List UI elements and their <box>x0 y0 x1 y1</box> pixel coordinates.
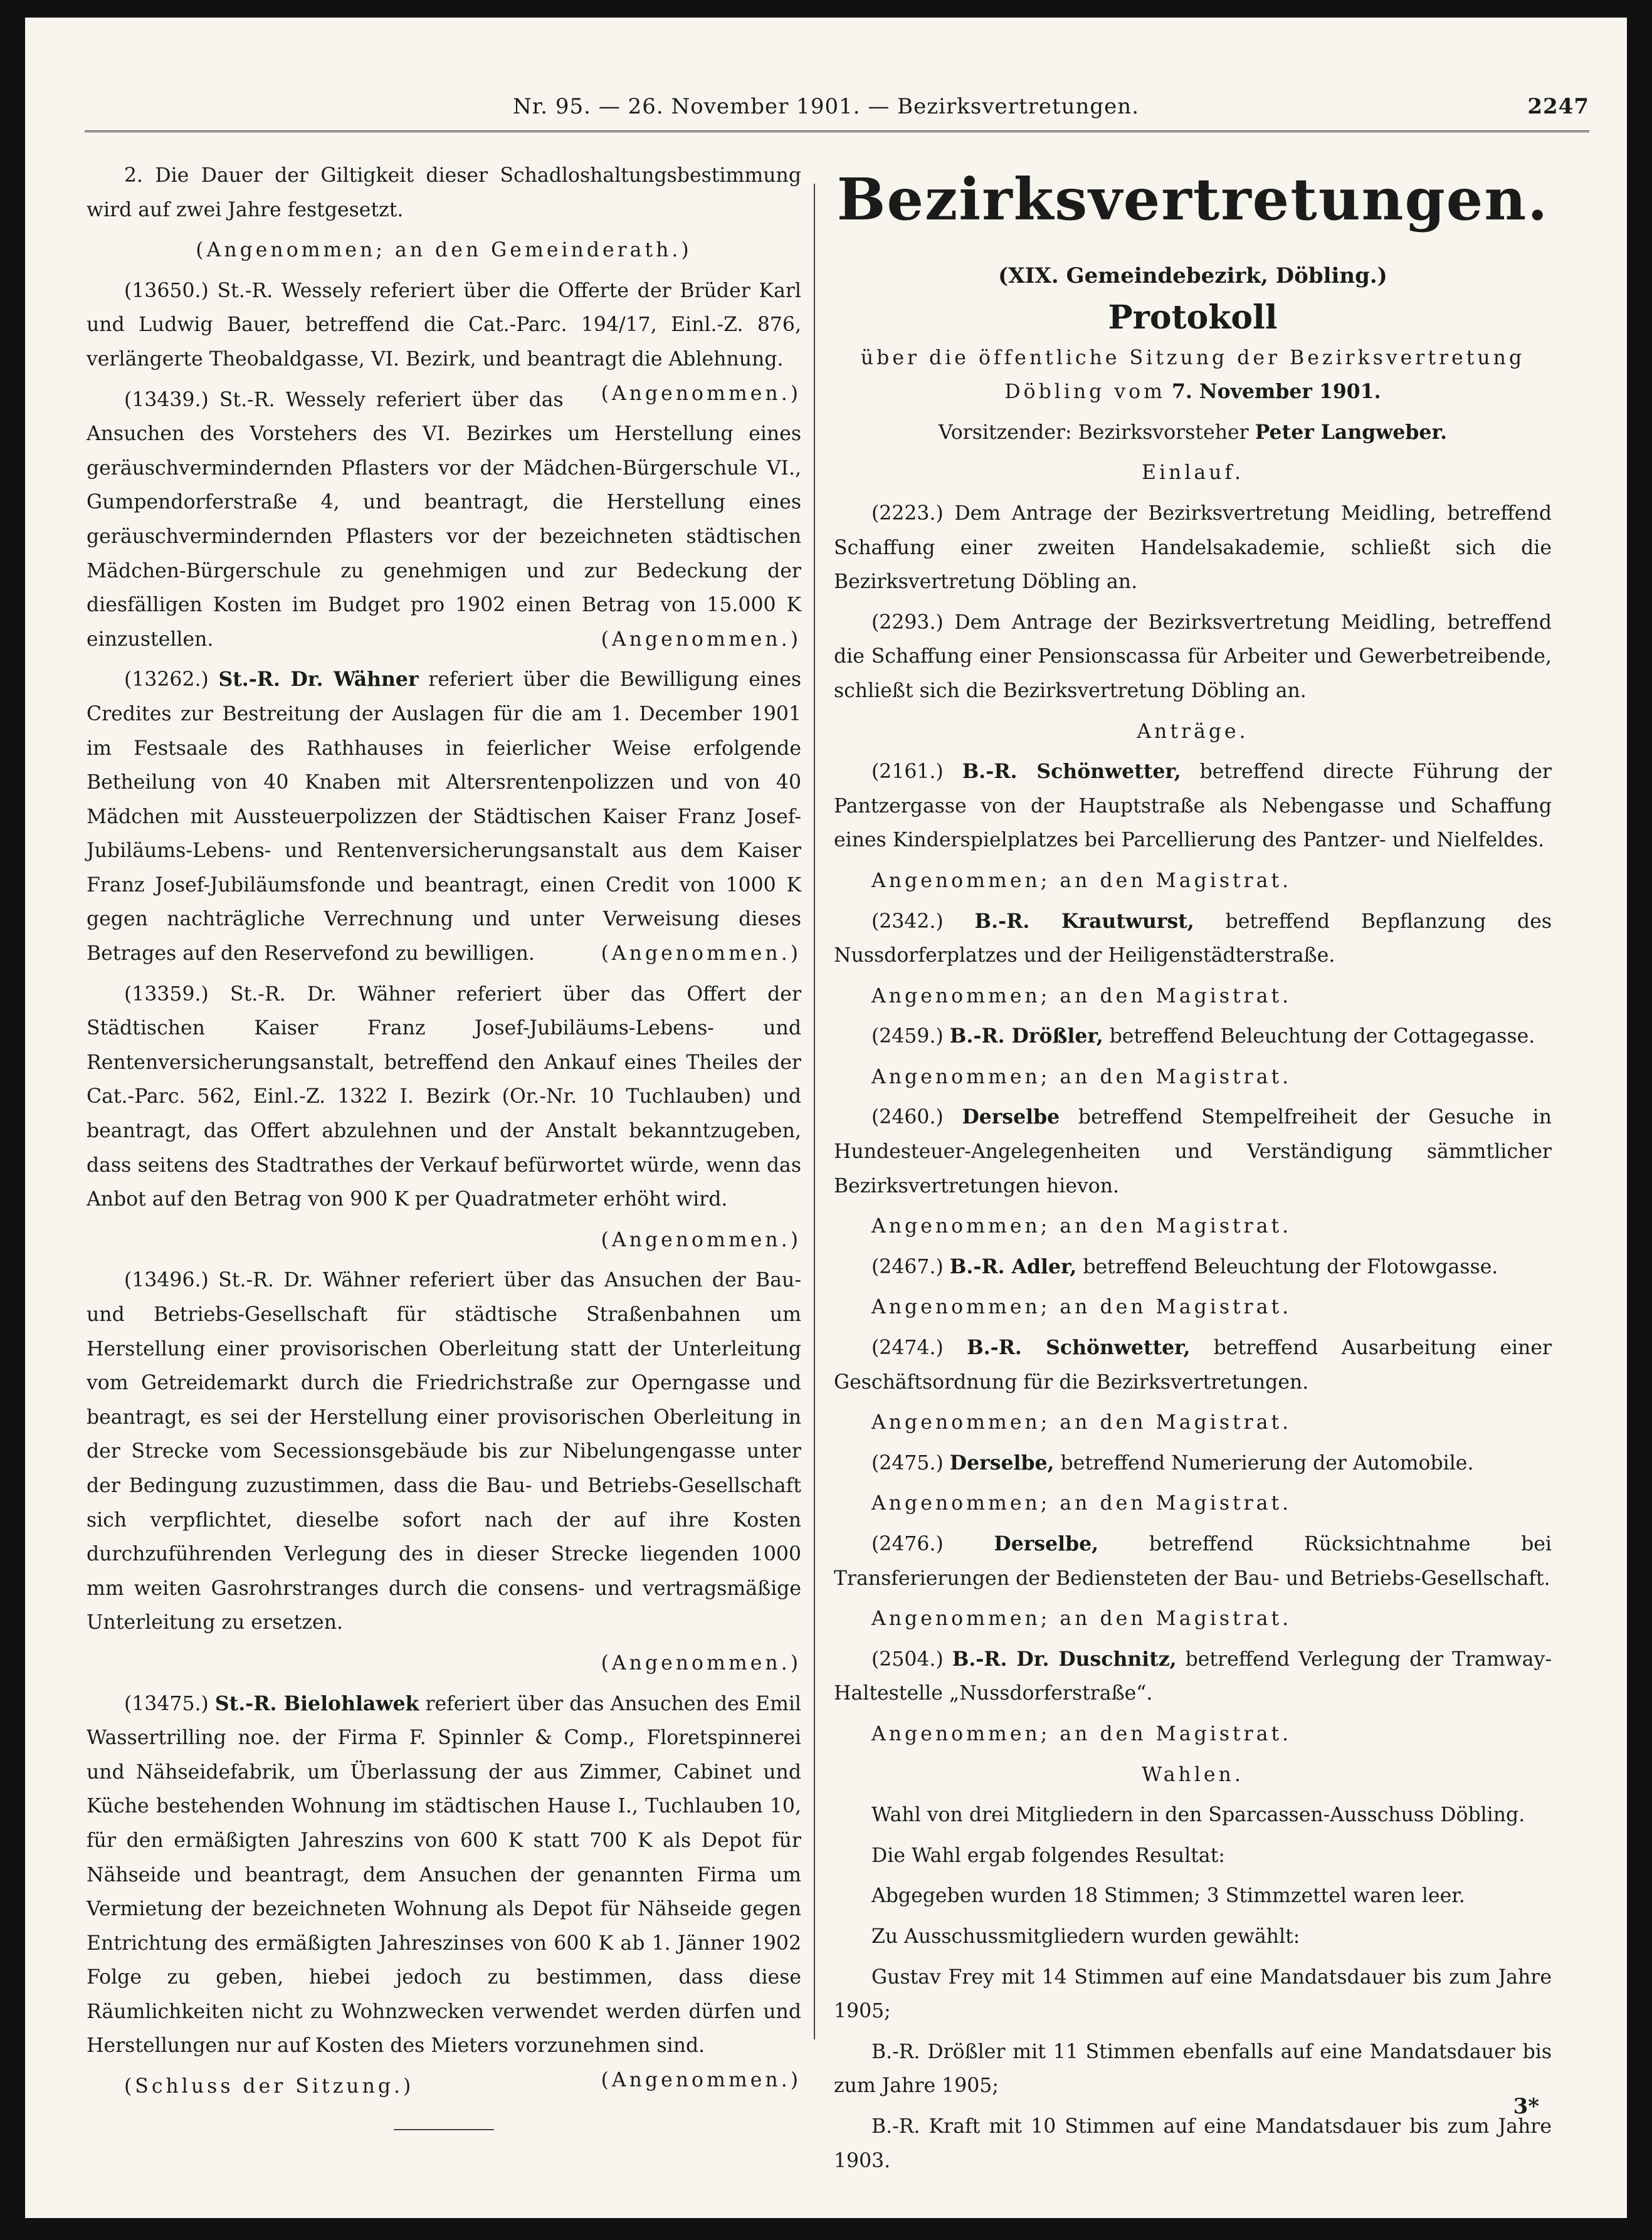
wahlen-heading: Wahlen. <box>1142 1763 1244 1786</box>
decision-note: (Angenommen.) <box>601 628 801 651</box>
paragraph: B.-R. Drößler mit 11 Stimmen ebenfalls auf eine Mandatsdauer bis zum Jahre 1905; <box>834 2040 1552 2098</box>
decision-note: (Angenommen.) <box>601 942 801 965</box>
speaker: St.-R. Wessely <box>217 279 362 302</box>
paragraph: (13359.) St.-R. Dr. Wähner referiert über das Offert der Städtischen Kaiser Franz Josef-Jubiläums-Lebens- und Rentenversicherungsanstalt, betreffend den Ankauf eines Theiles der Cat.-Parc. 562, Einl.-Z. 1322 I. Bezirk (Or.-Nr. 10 Tuchlauben) und beantragt, das Offert abzulehnen und der Anstalt bekanntzugeben, dass seitens des Stadtrathes der Verkauf befürwortet würde, wenn das Anbot auf den Betrag von 900 K per Quadratmeter erhöht wird. <box>87 982 802 1211</box>
motion: (2474.) B.-R. Schönwetter, betreffend Ausarbeitung einer Geschäftsordnung für die Bezirksvertretungen. <box>834 1336 1552 1394</box>
district-heading: (XIX. Gemeindebezirk, Döbling.) <box>998 263 1387 288</box>
paragraph: Wahl von drei Mitgliedern in den Sparcassen-Ausschuss Döbling. <box>871 1804 1525 1827</box>
decision-note: Angenommen; an den Magistrat. <box>871 869 1292 892</box>
decision-note: Angenommen; an den Magistrat. <box>871 1065 1292 1088</box>
decision-note: Angenommen; an den Magistrat. <box>871 1492 1292 1515</box>
decision-note: (Angenommen.) <box>601 2069 801 2092</box>
decision-note: Angenommen; an den Magistrat. <box>871 1607 1292 1631</box>
motion: (2475.) Derselbe, betreffend Numerierung der Automobile. <box>871 1451 1474 1475</box>
decision-note: Angenommen; an den Magistrat. <box>871 1296 1292 1319</box>
motion: (2161.) B.-R. Schönwetter, betreffend directe Führung der Pantzergasse von der Hauptstraße als Nebengasse und Schaffung eines Kinderspielplatzes bei Parcellierung des Pantzer- und Nielfeldes. <box>834 760 1552 852</box>
decision-note: (Angenommen; an den Gemeinderath.) <box>196 239 692 262</box>
einlauf-heading: Einlauf. <box>1141 461 1244 485</box>
speaker: St.-R. Wessely <box>219 388 366 411</box>
decision-note: (Angenommen.) <box>601 1228 801 1251</box>
paragraph: (13650.) St.-R. Wessely referiert über die Offerte der Brüder Karl und Ludwig Bauer, betreffend die Cat.-Parc. 194/17, Einl.-Z. 876, verlängerte Theobaldgasse, VI. Bezirk, und beantragt die Ablehnung. (Angenommen.) <box>87 274 801 377</box>
page-number: 2247 <box>1527 94 1589 119</box>
end-rule <box>394 2129 494 2130</box>
paragraph: Zu Ausschussmitgliedern wurden gewählt: <box>871 1925 1300 1948</box>
paragraph: (2293.) Dem Antrage der Bezirksvertretung Meidling, betreffend die Schaffung einer Pensionscassa für Arbeiter und Gewerbetreibende, schließt sich die Bezirksvertretung Döbling an. <box>834 611 1552 702</box>
speaker: St.-R. Dr. Wähner <box>218 1269 400 1292</box>
paragraph: 2. Die Dauer der Giltigkeit dieser Schadloshaltungsbestimmung wird auf zwei Jahre festgesetzt. <box>87 164 801 221</box>
motion: (2476.) Derselbe, betreffend Rücksichtnahme bei Transferierungen der Bediensteten der Bau- und Betriebs-Gesellschaft. <box>834 1532 1552 1590</box>
column-divider <box>814 184 815 2039</box>
motion: (2342.) B.-R. Krautwurst, betreffend Bepflanzung des Nussdorferplatzes und der Heiligenstädterstraße. <box>834 909 1552 967</box>
motion: (2459.) B.-R. Drößler, betreffend Beleuchtung der Cottagegasse. <box>871 1024 1535 1048</box>
gazette-page <box>25 18 1627 2218</box>
protokoll-heading: Protokoll <box>1108 298 1278 337</box>
motion: (2467.) B.-R. Adler, betreffend Beleuchtung der Flotowgasse. <box>871 1254 1498 1278</box>
motion: (2460.) Derselbe betreffend Stempelfreiheit der Gesuche in Hundesteuer-Angelegenheiten und Verständigung sämmtlicher Bezirksvertretungen hievon. <box>834 1105 1552 1197</box>
protokoll-subtitle: über die öffentliche Sitzung der Bezirksvertretung Döbling vom 7. November 1901. <box>860 346 1525 404</box>
antraege-heading: Anträge. <box>1137 720 1249 743</box>
header-title: Nr. 95. — 26. November 1901. — Bezirksvertretungen. <box>513 94 1139 119</box>
decision-note: Angenommen; an den Magistrat. <box>871 1215 1292 1238</box>
decision-note: (Angenommen.) <box>601 382 801 405</box>
paragraph: B.-R. Kraft mit 10 Stimmen auf eine Mandatsdauer bis zum Jahre 1903. <box>834 2115 1552 2172</box>
chair-line: Vorsitzender: Bezirksvorsteher Peter Langweber. <box>938 420 1448 444</box>
paragraph: (13439.) St.-R. Wessely referiert über das Ansuchen des Vorstehers des VI. Bezirkes um Herstellung eines geräuschvermindernden Pflasters vor der Mädchen-Bürgerschule VI., Gumpendorferstraße 4, und beantragt, die Herstellung eines geräuschvermindernden Pflasters vor der bezeichneten städtischen Mädchen-Bürgerschule zu genehmigen und zur Bedeckung der diesfälligen Kosten im Budget pro 1902 einen Betrag von 15.000 K einzustellen. (Angenommen.) <box>87 383 801 657</box>
decision-note: Angenommen; an den Magistrat. <box>871 1411 1292 1434</box>
session-closing: (Schluss der Sitzung.) <box>124 2075 414 2098</box>
paragraph: Abgegeben wurden 18 Stimmen; 3 Stimmzettel waren leer. <box>871 1885 1465 1908</box>
right-column <box>834 159 1552 2172</box>
paragraph: Gustav Frey mit 14 Stimmen auf eine Mandatsdauer bis zum Jahre 1905; <box>834 1965 1552 2023</box>
speaker: St.-R. Dr. Wähner <box>230 982 435 1006</box>
speaker: St.-R. Dr. Wähner <box>218 668 419 691</box>
paragraph: (13496.) St.-R. Dr. Wähner referiert über das Ansuchen der Bau- und Betriebs-Gesellschaft für städtische Straßenbahnen um Herstellung einer provisorischen Oberleitung statt der Unterleitung vom Getreidemarkt durch die Friedrichstraße zur Operngasse und beantragt, es sei der Herstellung einer provisorischen Oberleitung in der Strecke vom Secessionsgebäude bis zur Nibelungengasse unter der Bedingung zuzustimmen, dass die Bau- und Betriebs-Gesellschaft sich verpflichtet, dieselbe sofort nach der auf ihre Kosten durchzuführenden Verlegung des in dieser Strecke liegenden 1000 mm weiten Gasrohrstranges durch die consens- und vertragsmäßige Unterleitung zu ersetzen. <box>87 1269 801 1634</box>
signature-mark: 3* <box>1513 2094 1539 2119</box>
paragraph: (13262.) St.-R. Dr. Wähner referiert über die Bewilligung eines Credites zur Bestreitung der Auslagen für die am 1. December 1901 im Festsaale des Rathhauses in feierlicher Weise erfolgende Betheilung von 40 Knaben mit Altersrentenpolizzen und von 40 Mädchen mit Aussteuerpolizzen der Städtischen Kaiser Franz Josef-Jubiläums-Lebens- und Rentenversicherungsanstalt aus dem Kaiser Franz Josef-Jubiläumsfonde und beantragt, einen Credit von 1000 K gegen nachträgliche Verrechnung und unter Verweisung dieses Betrages auf den Reservefond zu bewilligen. (Angenommen.) <box>87 663 801 970</box>
paragraph: Die Wahl ergab folgendes Resultat: <box>871 1844 1225 1867</box>
decision-note: Angenommen; an den Magistrat. <box>871 984 1292 1007</box>
decision-note: Angenommen; an den Magistrat. <box>871 1722 1292 1745</box>
paragraph: (2223.) Dem Antrage der Bezirksvertretung Meidling, betreffend Schaffung einer zweiten Handelsakademie, schließt sich die Bezirksvertretung Döbling an. <box>834 502 1552 594</box>
motion: (2504.) B.-R. Dr. Duschnitz, betreffend Verlegung der Tramway-Haltestelle „Nussdorferstraße“. <box>834 1647 1552 1705</box>
speaker: St.-R. Bielohlawek <box>214 1691 419 1715</box>
left-column <box>87 159 802 2098</box>
section-title: Bezirksvertretungen. <box>836 166 1549 233</box>
decision-note: (Angenommen.) <box>601 1651 801 1675</box>
paragraph: (13475.) St.-R. Bielohlawek referiert über das Ansuchen des Emil Wassertrilling noe. der Firma F. Spinnler & Comp., Floretspinnerei und Nähseidefabrik, um Überlassung der aus Zimmer, Cabinet und Küche bestehenden Wohnung im städtischen Hause I., Tuchlauben 10, für den ermäßigten Jahreszins von 600 K statt 700 K als Depot für Nähseide und beantragt, dem Ansuchen der genannten Firma um Vermietung der bezeichneten Wohnung als Depot für Nähseide gegen Entrichtung des ermäßigten Jahreszinses von 600 K ab 1. Jänner 1902 Folge zu geben, hiebei jedoch zu bestimmen, dass diese Räumlichkeiten nicht zu Wohnzwecken verwendet werden dürfen und Herstellungen nur auf Kosten des Mieters vorzunehmen sind. (Angenommen.) <box>87 1687 801 2064</box>
running-header <box>25 87 1627 124</box>
header-rule <box>85 130 1589 132</box>
